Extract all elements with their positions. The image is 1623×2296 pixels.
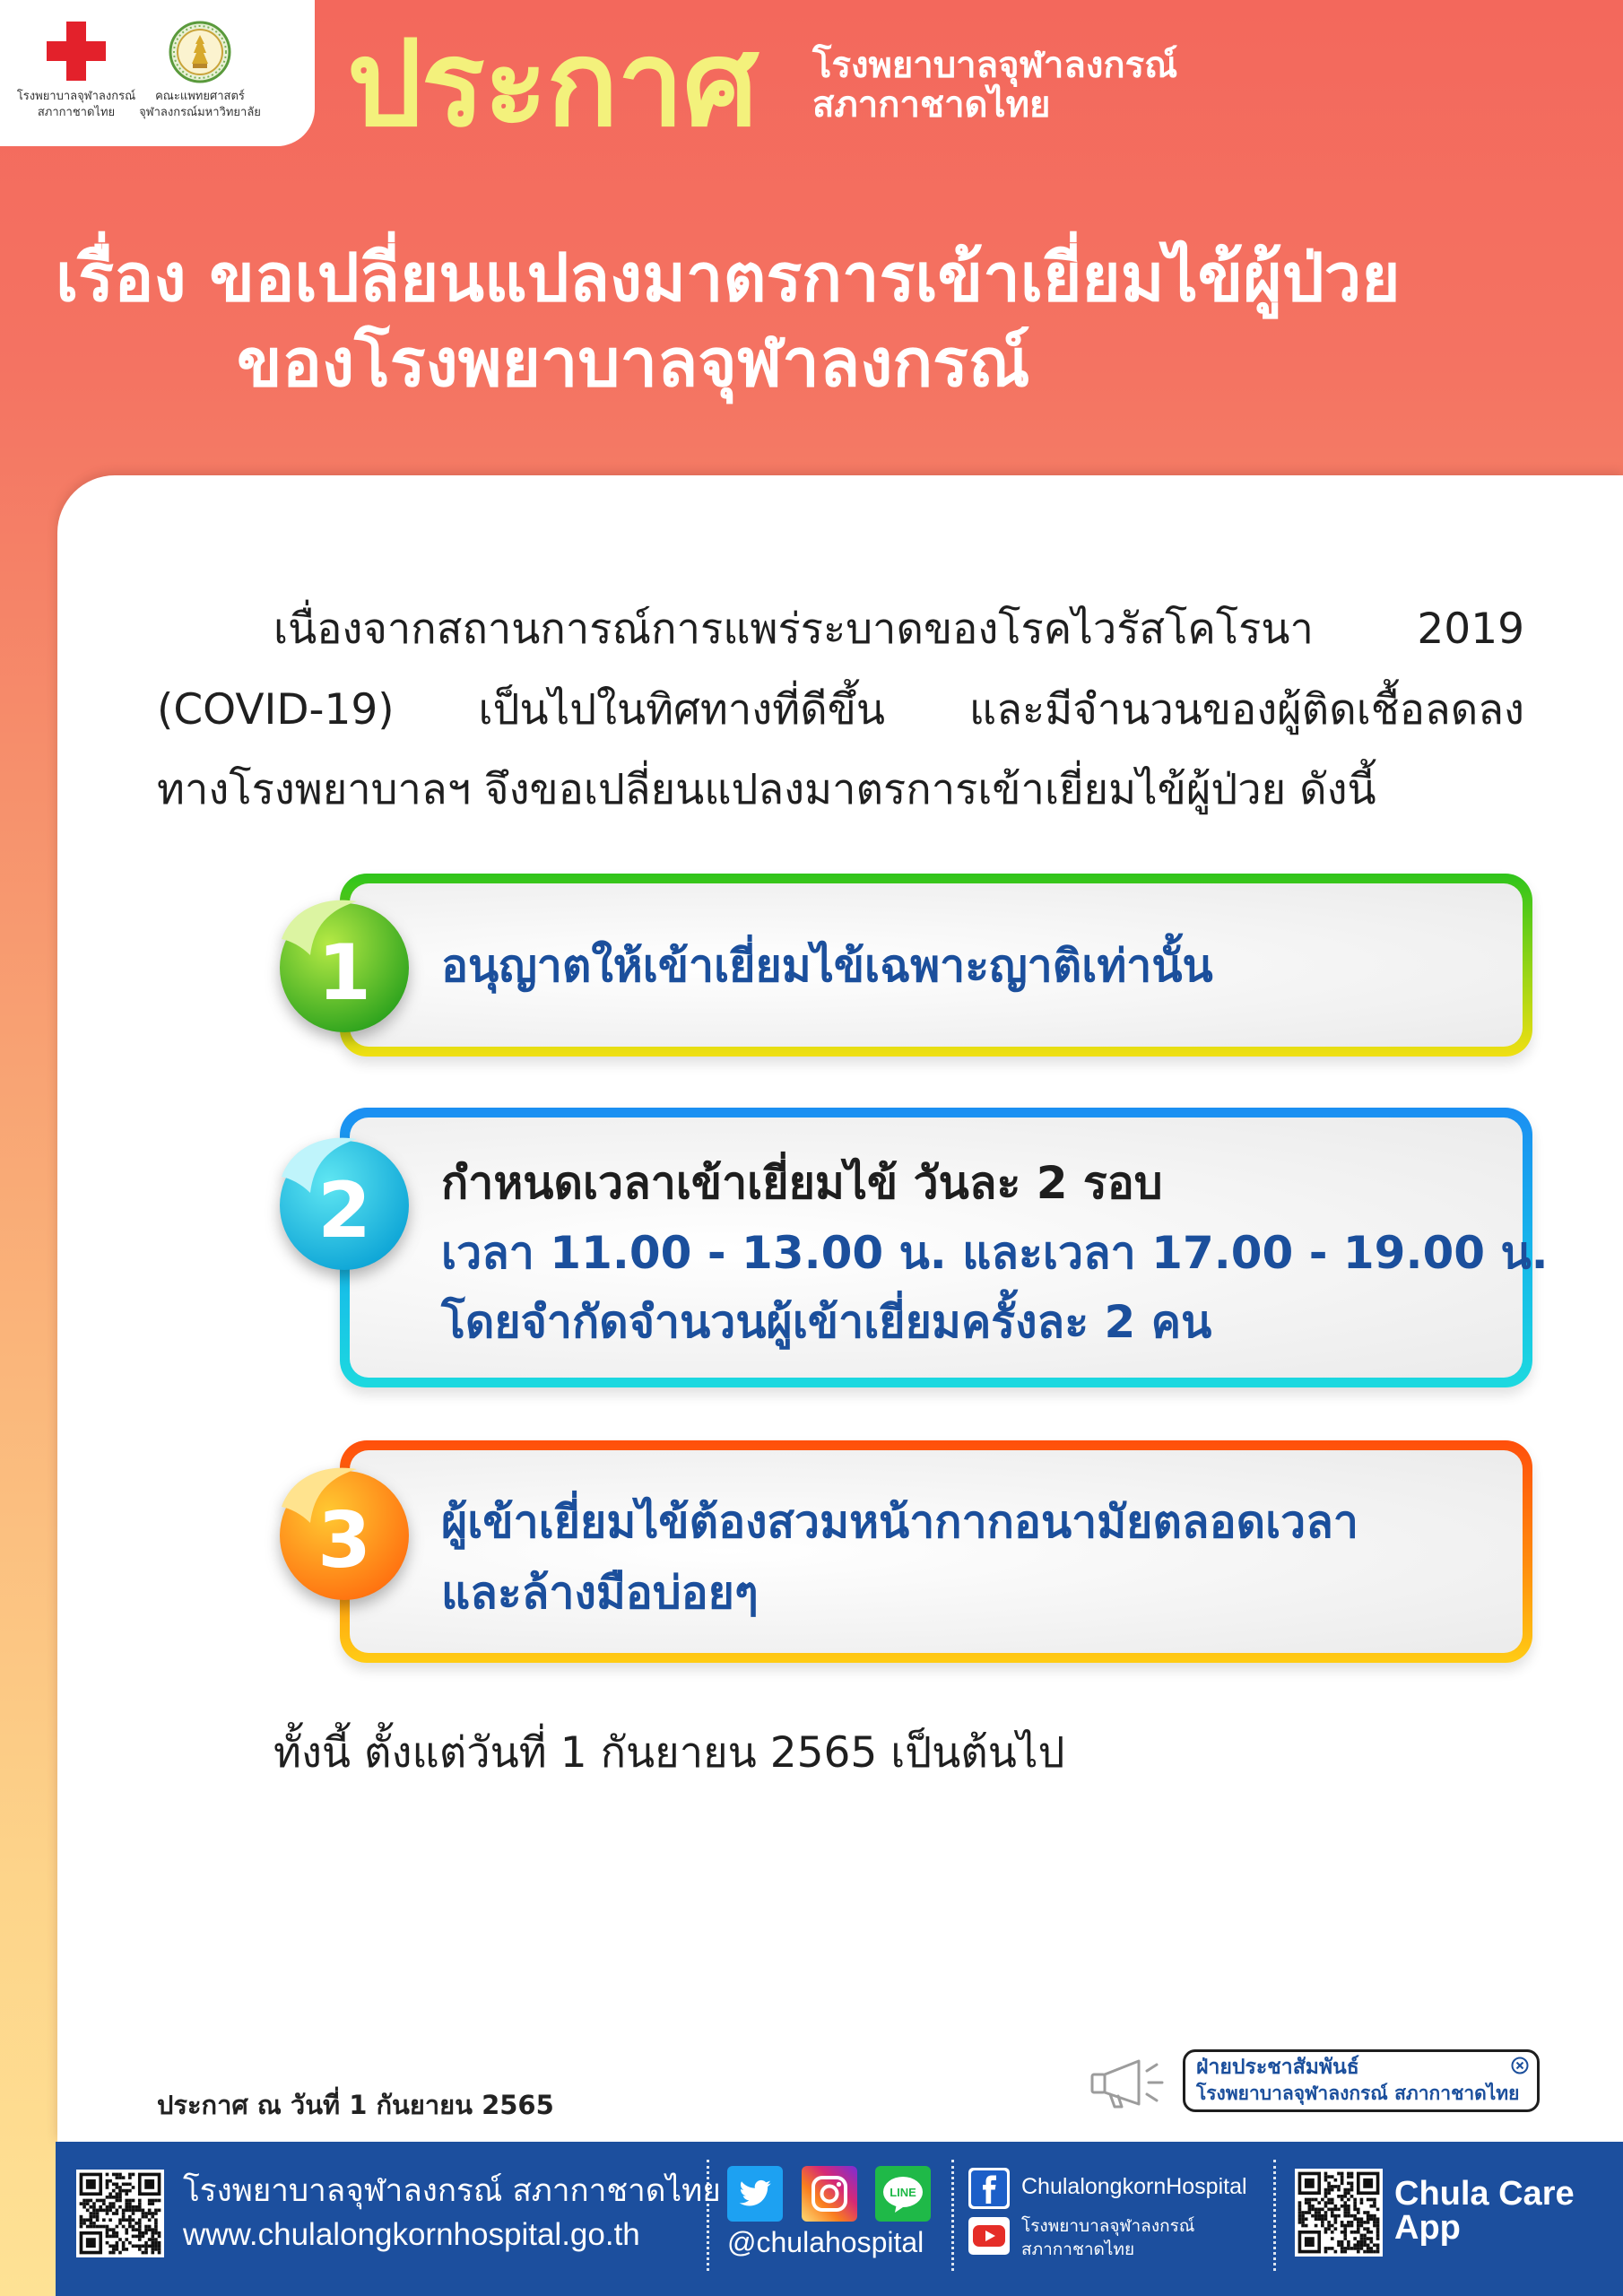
twitter-icon: [727, 2166, 783, 2222]
logo-caption: โรงพยาบาลจุฬาลงกรณ์: [16, 90, 136, 103]
measure-1-badge: [273, 894, 416, 1038]
footer-divider: [1273, 2160, 1276, 2271]
intro-line: (COVID-19) เป็นไปในทิศทางที่ดีขึ้น และมีจำนวนของผู้ติดเชื้อลดลง: [157, 685, 1524, 735]
measure-number: 1: [317, 928, 371, 1018]
youtube-channel-subname: สภากาชาดไทย: [1021, 2239, 1135, 2259]
pr-department: ฝ่ายประชาสัมพันธ์: [1196, 2056, 1359, 2079]
organization-subname: สภากาชาดไทย: [812, 84, 1051, 126]
youtube-channel-name: โรงพยาบาลจุฬาลงกรณ์: [1021, 2216, 1195, 2236]
measure-number: 2: [317, 1166, 371, 1256]
logo-caption: คณะแพทยศาสตร์: [155, 90, 245, 103]
measure-text: อนุญาตให้เข้าเยี่ยมไข้เฉพาะญาติเท่านั้น: [441, 940, 1213, 992]
faculty-seal-logo: [139, 20, 261, 136]
subject-title-line: เรื่อง ขอเปลี่ยนแปลงมาตรการเข้าเยี่ยมไข้ผู้ป่วย: [56, 239, 1401, 317]
megaphone-icon: [1089, 2056, 1171, 2109]
measure-text: กำหนดเวลาเข้าเยี่ยมไข้ วันละ 2 รอบ: [441, 1157, 1163, 1209]
intro-line: เนื่องจากสถานการณ์การแพร่ระบาดของโรคไวรัสโคโรนา 2019: [273, 604, 1524, 654]
facebook-icon: [968, 2168, 1010, 2209]
close-circle-icon: [1510, 2056, 1530, 2075]
measure-text: เวลา 11.00 - 13.00 น. และเวลา 17.00 - 19.00 น.: [441, 1227, 1549, 1279]
measure-text: โดยจำกัดจำนวนผู้เข้าเยี่ยมครั้งละ 2 คน: [441, 1296, 1212, 1348]
measure-number: 3: [317, 1496, 371, 1586]
footer-website-url: www.chulalongkornhospital.go.th: [183, 2217, 640, 2252]
footer-hospital-name: โรงพยาบาลจุฬาลงกรณ์ สภากาชาดไทย: [183, 2173, 721, 2209]
intro-line: ทางโรงพยาบาลฯ จึงขอเปลี่ยนแปลงมาตรการเข้าเยี่ยมไข้ผู้ป่วย ดังนี้: [157, 765, 1376, 814]
instagram-icon: [802, 2166, 857, 2222]
seal-icon: [169, 21, 231, 83]
logo-caption: จุฬาลงกรณ์มหาวิทยาลัย: [139, 106, 261, 119]
measure-3-badge: [273, 1462, 416, 1605]
subject-title-line: ของโรงพยาบาลจุฬาลงกรณ์: [237, 325, 1030, 402]
qr-code-icon: [1295, 2169, 1383, 2257]
red-cross-icon: [47, 22, 106, 81]
measure-text: ผู้เข้าเยี่ยมไข้ต้องสวมหน้ากากอนามัยตลอดเวลา: [441, 1496, 1358, 1548]
facebook-page-name: ChulalongkornHospital: [1021, 2174, 1247, 2199]
footer-divider: [707, 2160, 709, 2271]
pr-organization: โรงพยาบาลจุฬาลงกรณ์ สภากาชาดไทย: [1196, 2083, 1520, 2104]
measure-text: และล้างมือบ่อยๆ: [441, 1567, 759, 1619]
red-cross-logo: [15, 20, 137, 136]
footer-divider: [951, 2160, 954, 2271]
organization-name: โรงพยาบาลจุฬาลงกรณ์: [812, 45, 1178, 86]
effective-date-note: ทั้งนี้ ตั้งแต่วันที่ 1 กันยายน 2565 เป็นต้นไป: [273, 1728, 1065, 1778]
line-icon: [875, 2166, 931, 2222]
issued-date: ประกาศ ณ วันที่ 1 กันยายน 2565: [157, 2090, 554, 2120]
announcement-headline: ประกาศ: [347, 15, 758, 153]
logo-caption: สภากาชาดไทย: [37, 106, 116, 119]
line-logo-text: LINE: [890, 2186, 916, 2199]
app-name: Chula Care: [1394, 2175, 1575, 2213]
measure-2-badge: [273, 1132, 416, 1275]
app-name-suffix: App: [1394, 2209, 1461, 2247]
qr-code-icon: [76, 2170, 164, 2257]
public-relations-badge: [1183, 2049, 1540, 2112]
logo-panel: [0, 0, 315, 146]
social-handle: @chulahospital: [727, 2226, 924, 2258]
youtube-icon: [968, 2217, 1010, 2255]
